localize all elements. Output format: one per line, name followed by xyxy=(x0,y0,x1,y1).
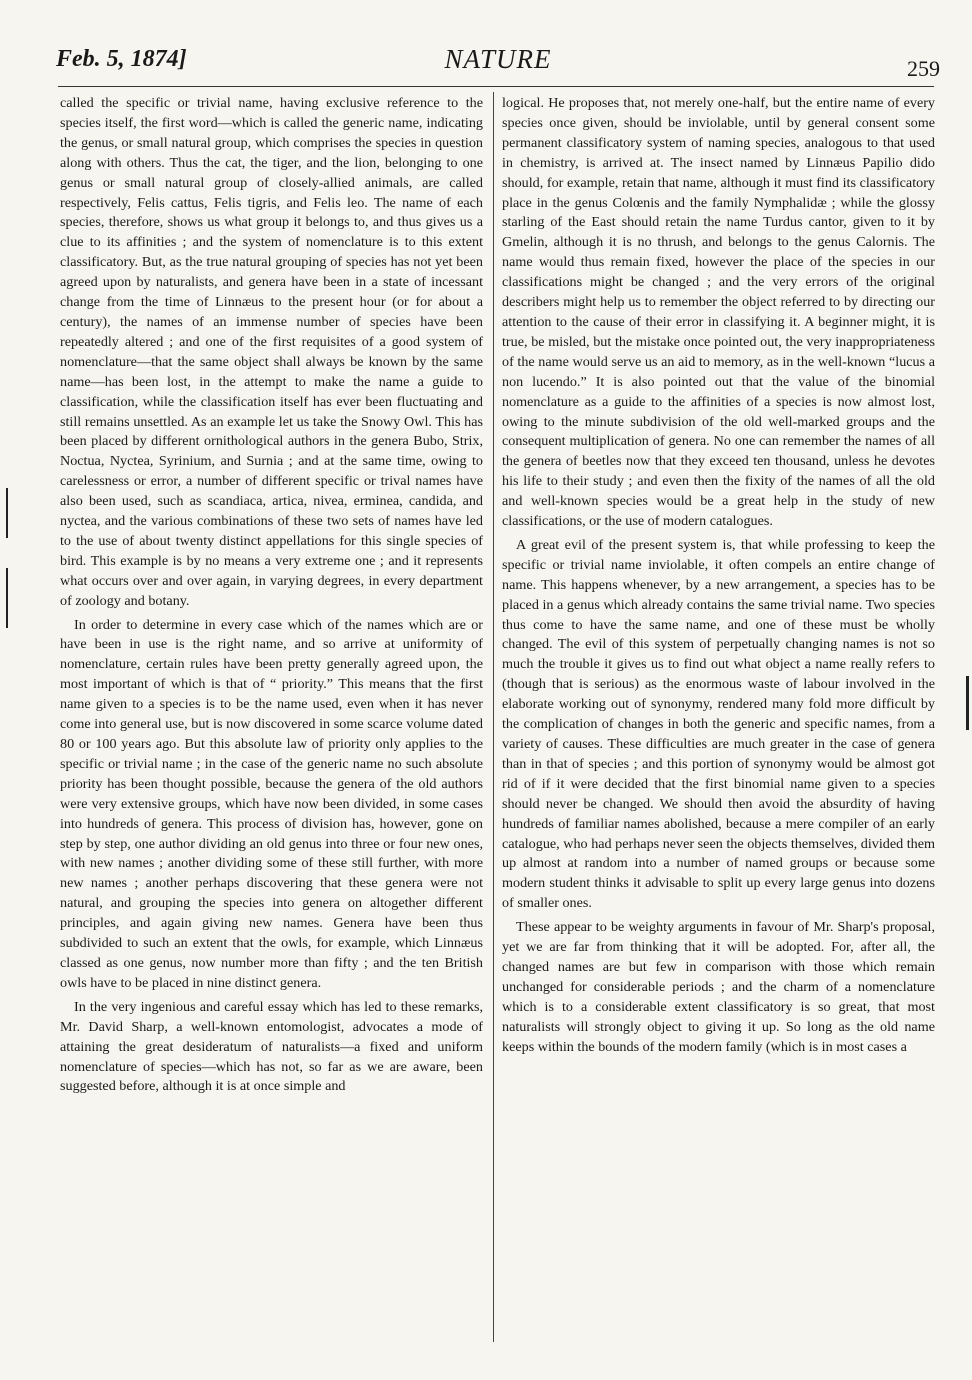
left-column xyxy=(60,94,483,1097)
issue-date: Feb. 5, 1874] xyxy=(56,46,187,72)
header-rule xyxy=(58,86,934,87)
scan-mark xyxy=(6,488,8,538)
page-header xyxy=(56,40,940,80)
scan-mark xyxy=(966,676,969,730)
scan-mark xyxy=(6,568,8,628)
paragraph: These appear to be weighty arguments in favour of Mr. Sharp's proposal, yet we are far from thinking that it will be adopted. For, after all, the changed names are but few in comparison with those which remain unchanged for considerable periods ; and the charm of a nomenclature which is to a considerable extent classificatory is so great, that most naturalists will strongly object to giving it up. So long as the old name keeps within the bounds of the modern family (which is in most cases a xyxy=(502,919,935,1055)
right-column xyxy=(502,94,935,1058)
column-divider xyxy=(493,92,494,1342)
paragraph: In the very ingenious and careful essay which has led to these remarks, Mr. David Sharp, a well-known entomologist, advocates a mode of attaining the great desideratum of naturalists—a fixed and uniform nomenclature of species—which has not, so far as we are aware, been suggested before, although it is at once simple and xyxy=(60,998,483,1095)
paragraph: logical. He proposes that, not merely one-half, but the entire name of every species once given, should be inviolable, until by general consent some permanent classificatory system of naming species, analogous to that used in chemistry, is arrived at. The insect named by Linnæus Papilio dido should, for example, retain that name, although it must find its classificatory place in the genus Colœnis and the family Nymphalidæ ; while the glossy starling of the East should retain the name Turdus cantor, given to it by Gmelin, although it is no thrush, and belongs to the genus Calornis. The name would thus remain fixed, however the place of the species in our classifications might be changed ; and the very errors of the original describers might help us to remember the object referred to by directing our attention to the cause of their error in classifying it. A beginner might, it is true, be misled, but the mistake once pointed out, the very inappropriateness of the name would serve us an aid to memory, as in the well-known “lucus a non lucendo.” It is also pointed out that the value of the binomial nomenclature as a guide to the affinities of a species is now almost lost, owing to the minute subdivision of the old well-marked groups and the consequent multiplication of genera. No one can remember the names of all the genera of beetles now that they exceed ten thousand, unless he devotes his life to their study ; and even then the fixity of the names of all the old and well-known species would be a great help in the study of new classifications, or the use of modern catalogues. xyxy=(502,95,935,530)
journal-title: NATURE xyxy=(444,44,552,74)
paragraph: called the specific or trivial name, having exclusive reference to the species itself, the first word—which is called the generic name, indicating the genus, or small natural group, which comprises the species in question along with others. Thus the cat, the tiger, and the lion, belonging to one genus or small natural group of closely-allied animals, are called respectively, Felis cattus, Felis tigris, and Felis leo. The name of each species, therefore, shows us what group it belongs to, and thus gives us a clue to its affinities ; and the system of nomenclature is to this extent classificatory. But, as the true natural grouping of species has not yet been agreed upon by naturalists, and genera have been in a state of incessant change from the time of Linnæus to the present hour (or for about a century), the names of an immense number of species have been repeatedly altered ; and one of the first requisites of a good system of nomenclature—that the same object shall always be known by the same name—has been lost, in the attempt to make the name a guide to classification, while the classification itself has ever been fluctuating and still remains unsettled. As an example let us take the Snowy Owl. This has been placed by different ornithological authors in the genera Bubo, Strix, Noctua, Nyctea, Syrinium, and Surnia ; and at the same time, owing to carelessness or error, a number of different specific or trival names have also been used, such as scandiaca, artica, nivea, erminea, candida, and nyctea, and the various combinations of these two sets of names have led to the use of about twenty distinct appellations for this single species of bird. This example is by no means a very extreme one ; and it represents what occurs over and over again, in varying degrees, in every department of zoology and botany. xyxy=(60,95,483,609)
page-number: 259 xyxy=(907,56,940,81)
paragraph: In order to determine in every case which of the names which are or have been in use is the right name, and so arrive at uniformity of nomenclature, certain rules have been pretty generally agreed upon, the most important of which is that of “ priority.” This means that the first name given to a species is to be the name used, even when it has never come into general use, but is now discovered in some scarce volume dated 80 or 100 years ago. But this absolute law of priority only applies to the specific or trivial name ; in the case of the generic name no such absolute priority has been thought possible, because the genera of the old authors were very extensive groups, which have now been divided, in some cases into hundreds of genera. This process of division has, however, gone on step by step, one author dividing an old genus into three or four new ones, with new names ; another dividing some of these still further, with more new names ; another perhaps discovering that these genera were not natural, and grouping the species into genera on altogether different principles, and again giving new names. Genera have been thus subdivided to such an extent that the owls, for example, which Linnæus classed as one genus, now number more than fifty ; and the ten British owls have to be placed in nine distinct genera. xyxy=(60,616,483,991)
paragraph: A great evil of the present system is, that while professing to keep the specific or trivial name inviolable, it often compels an entire change of name. This happens whenever, by a new arrangement, a species has to be placed in a genus which already contains the same trivial name. Two species thus come to have the same name, and one of these must be wholly changed. The evil of this system of perpetually changing names is not so much the trouble it gives us to find out what object a name really refers to (though that is serious) as the enormous waste of labour involved in the elaborate working out of synonymy, rendered many fold more difficult by the complication of changes in both the generic and specific names, from a variety of causes. These difficulties are much greater in the case of genera than in that of species ; and this portion of synonymy would be almost got rid of if it were decided that the first binomial name given to a species should never be changed. We should then avoid the absurdity of having hundreds of familiar names abolished, because a mere compiler of an early catalogue, who had perhaps never seen the objects themselves, divided them up almost at random into a number of named groups or because some modern student thinks it advisable to split up every large genus into dozens of smaller ones. xyxy=(502,536,935,912)
